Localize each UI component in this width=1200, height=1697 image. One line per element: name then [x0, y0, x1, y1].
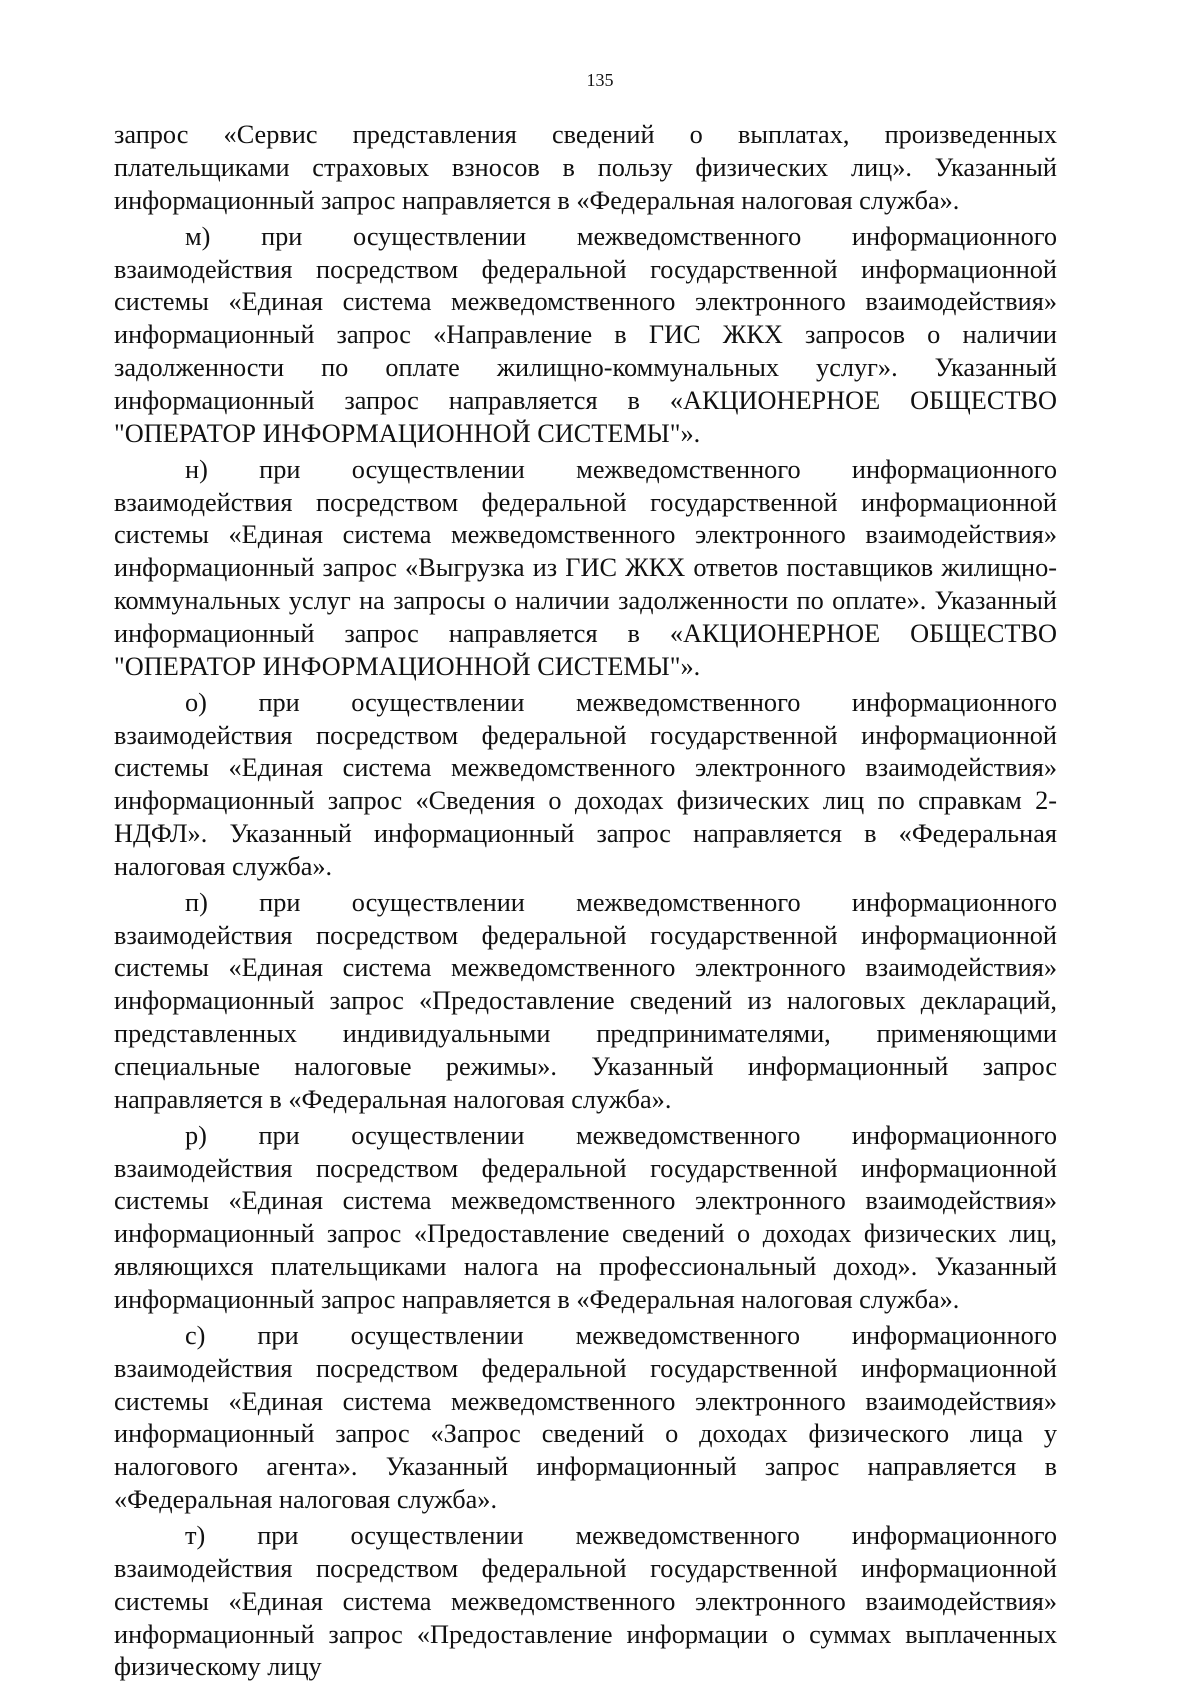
paragraph-item-m	[114, 221, 1057, 451]
item-marker: н)	[185, 454, 208, 484]
paragraph-text: при осуществлении межведомственного информационного взаимодействия посредством федеральной государственной информационной системы «Единая система межведомственного электронного взаимодействия» информационный запрос «Предоставление сведений о доходах физических лиц, являющихся плательщиками налога на профессиональный доход». Указанный информационный запрос направляется в «Федеральная налоговая служба».	[114, 1120, 1057, 1314]
paragraph-continuation	[114, 119, 1057, 217]
item-marker: п)	[185, 887, 208, 917]
item-marker: р)	[185, 1120, 207, 1150]
document-body	[114, 119, 1057, 1688]
paragraph-item-p	[114, 887, 1057, 1117]
item-marker: о)	[185, 687, 207, 717]
paragraph-item-r	[114, 1120, 1057, 1317]
paragraph-item-s	[114, 1320, 1057, 1517]
item-marker: м)	[185, 221, 211, 251]
paragraph-text: запрос «Сервис представления сведений о выплатах, произведенных плательщиками страховых взносов в пользу физических лиц». Указанный информационный запрос направляется в «Федеральная налоговая служба».	[114, 120, 1057, 215]
paragraph-text: при осуществлении межведомственного информационного взаимодействия посредством федеральной государственной информационной системы «Единая система межведомственного электронного взаимодействия» информационный запрос «Сведения о доходах физических лиц по справкам 2-НДФЛ». Указанный информационный запрос направляется в «Федеральная налоговая служба».	[114, 687, 1057, 881]
page-number: 135	[586, 70, 614, 90]
paragraph-text: при осуществлении межведомственного информационного взаимодействия посредством федеральной государственной информационной системы «Единая система межведомственного электронного взаимодействия» информационный запрос «Предоставление сведений из налоговых деклараций, представленных индивидуальными предпринимателями, применяющими специальные налоговые режимы». Указанный информационный запрос направляется в «Федеральная налоговая служба».	[114, 887, 1057, 1114]
item-marker: т)	[185, 1521, 206, 1551]
paragraph-item-n	[114, 454, 1057, 684]
paragraph-text: при осуществлении межведомственного информационного взаимодействия посредством федеральной государственной информационной системы «Единая система межведомственного электронного взаимодействия» информационный запрос «Направление в ГИС ЖКХ запросов о наличии задолженности по оплате жилищно-коммунальных услуг». Указанный информационный запрос направляется в «АКЦИОНЕРНОЕ ОБЩЕСТВО "ОПЕРАТОР ИНФОРМАЦИОННОЙ СИСТЕМЫ"».	[114, 221, 1057, 448]
paragraph-item-o	[114, 687, 1057, 884]
item-marker: с)	[185, 1321, 206, 1351]
paragraph-text: при осуществлении межведомственного информационного взаимодействия посредством федеральной государственной информационной системы «Единая система межведомственного электронного взаимодействия» информационный запрос «Запрос сведений о доходах физического лица у налогового агента». Указанный информационный запрос направляется в «Федеральная налоговая служба».	[114, 1321, 1057, 1515]
paragraph-item-t	[114, 1520, 1057, 1684]
paragraph-text: при осуществлении межведомственного информационного взаимодействия посредством федеральной государственной информационной системы «Единая система межведомственного электронного взаимодействия» информационный запрос «Выгрузка из ГИС ЖКХ ответов поставщиков жилищно-коммунальных услуг на запросы о наличии задолженности по оплате». Указанный информационный запрос направляется в «АКЦИОНЕРНОЕ ОБЩЕСТВО "ОПЕРАТОР ИНФОРМАЦИОННОЙ СИСТЕМЫ"».	[114, 454, 1057, 681]
paragraph-text: при осуществлении межведомственного информационного взаимодействия посредством федеральной государственной информационной системы «Единая система межведомственного электронного взаимодействия» информационный запрос «Предоставление информации о суммах выплаченных физическому лицу	[114, 1521, 1057, 1682]
